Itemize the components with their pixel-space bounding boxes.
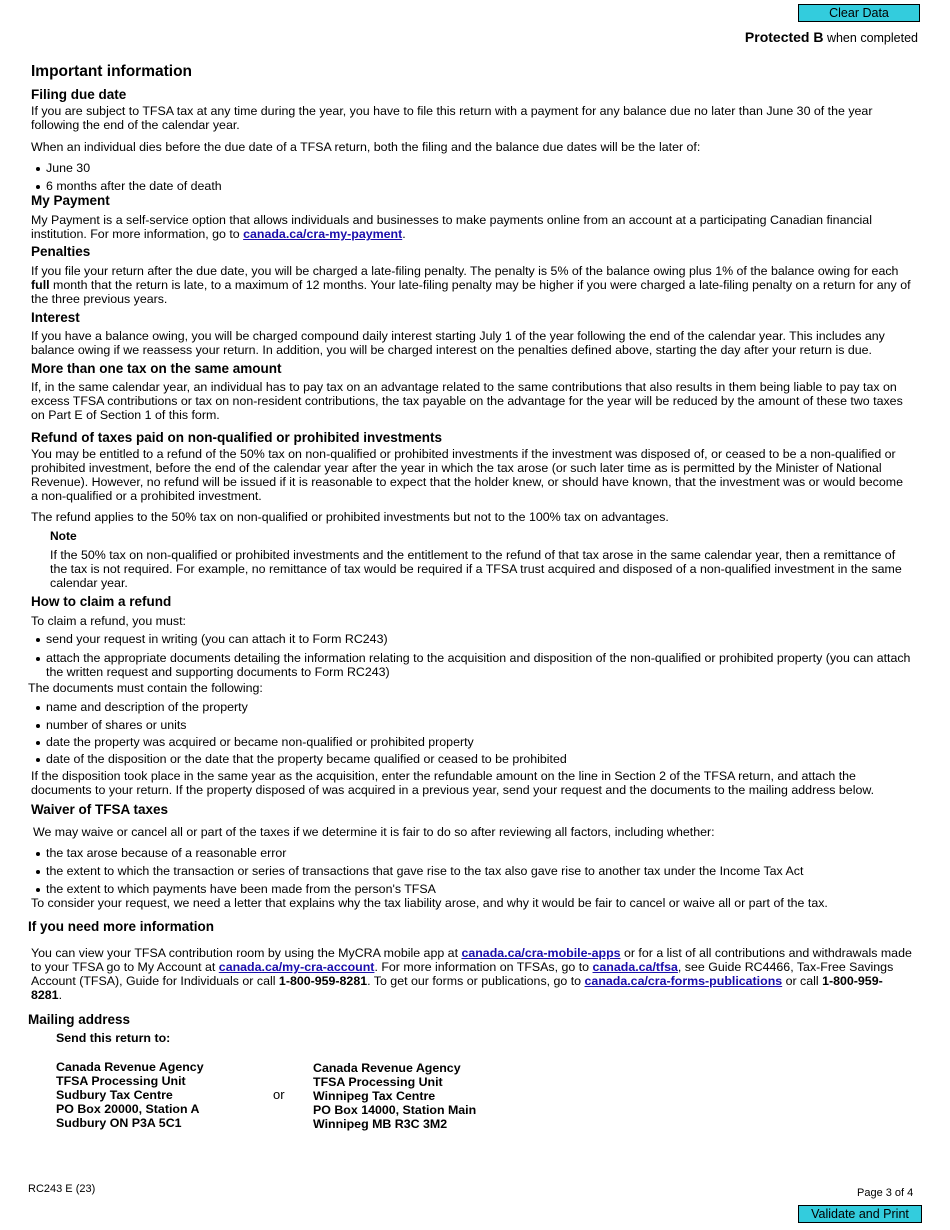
moretax-text: If, in the same calendar year, an individual has to pay tax on an advantage related to the same contributions that also results in them being liable to pay tax on excess TFSA contributions or tax on non-resident contributions, the tax payable on the advantage for the year will be reduced by the amount of these two taxes on Part E of Section 1 of this form. xyxy=(31,380,903,422)
forms-publications-link[interactable]: canada.ca/cra-forms-publications xyxy=(584,974,783,988)
mobile-apps-link[interactable]: canada.ca/cra-mobile-apps xyxy=(461,946,621,960)
payment-text: My Payment is a self-service option that allows individuals and businesses to make payments online from an account at a participating Canadian financial institution. For more information, go to canada.ca/cra-my-payment. xyxy=(31,213,872,241)
claim-intro: To claim a refund, you must: xyxy=(31,614,186,628)
list-item: name and description of the property xyxy=(31,700,911,714)
interest-text: If you have a balance owing, you will be charged compound daily interest starting July 1 of the year following the end of the calendar year. This includes any balance owing if we reassess your return. In addition, you will be charged interest on the penalties defined above, starting the day after your return is due. xyxy=(31,329,885,357)
page-title: Important information xyxy=(31,63,193,80)
moreinfo-text: You can view your TFSA contribution room by using the MyCRA mobile app at canada.ca/cra-mobile-apps or for a list of all contributions and withdrawals made to your TFSA go to My Account at canada.ca/my-cra-account. For more information on TFSAs, go to canada.ca/tfsa, see Guide RC4466, Tax-Free Savings Account (TFSA), Guide for Individuals or call 1-800-959-8281. To get our forms or publications, go to canada.ca/cra-forms-publications or call 1-800-959-8281. xyxy=(31,946,912,1002)
filing-p1: If you are subject to TFSA tax at any time during the year, you have to file this return with a payment for any balance due no later than June 30 of the year following the end of the calendar year. xyxy=(31,104,873,132)
list-item: date of the disposition or the date that the property became qualified or ceased to be prohibited xyxy=(31,752,911,766)
list-item: the extent to which payments have been made from the person's TFSA xyxy=(31,882,911,896)
send-label: Send this return to: xyxy=(56,1031,171,1045)
filing-p2: When an individual dies before the due date of a TFSA return, both the filing and the balance due dates will be the later of: xyxy=(31,140,701,154)
or-label: or xyxy=(273,1087,285,1102)
moretax-heading: More than one tax on the same amount xyxy=(31,361,282,376)
filing-heading: Filing due date xyxy=(31,87,127,102)
form-number: RC243 E (23) xyxy=(28,1183,96,1195)
list-item: date the property was acquired or became non-qualified or prohibited property xyxy=(31,735,911,749)
penalties-heading: Penalties xyxy=(31,244,91,259)
list-item: the extent to which the transaction or series of transactions that gave rise to the tax also gave rise to another tax under the Income Tax Act xyxy=(31,864,911,878)
refund-heading: Refund of taxes paid on non-qualified or prohibited investments xyxy=(31,430,443,445)
waiver-intro: We may waive or cancel all or part of the taxes if we determine it is fair to do so after reviewing all factors, including whether: xyxy=(33,825,715,839)
list-item: attach the appropriate documents detailing the information relating to the acquisition and disposition of the non-qualified or prohibited property (you can attach the written request and supporting documents to Form RC243) xyxy=(31,651,911,679)
payment-heading: My Payment xyxy=(31,193,110,208)
mailing-heading: Mailing address xyxy=(28,1012,131,1027)
note-text: If the 50% tax on non-qualified or prohibited investments and the entitlement to the refund of that tax arose in the same calendar year, then a remittance of the tax is not required. For example, no remittance of tax would be required if a TFSA trust acquired and disposed of a non-qualified investment in the same calendar year. xyxy=(50,548,902,590)
waiver-after: To consider your request, we need a letter that explains why the tax liability arose, and why it would be fair to cancel or waive all or part of the tax. xyxy=(31,896,828,910)
protected-b-label: Protected B when completed xyxy=(744,29,918,45)
penalties-text: If you file your return after the due date, you will be charged a late-filing penalty. The penalty is 5% of the balance owing plus 1% of the balance owing for each full month that the return is late, to a maximum of 12 months. Your late-filing penalty may be higher if you were charged a late-filing penalty on a return for any of the three previous years. xyxy=(31,264,911,306)
docs-intro: The documents must contain the following: xyxy=(28,681,263,695)
list-item: June 30 xyxy=(31,161,911,175)
claim-after: If the disposition took place in the same year as the acquisition, enter the refundable amount on the line in Section 2 of the TFSA return, and attach the documents to your return. If the property disposed of was acquired in a previous year, send your request and the documents to the mailing address below. xyxy=(31,769,875,797)
moreinfo-heading: If you need more information xyxy=(28,919,215,934)
list-item: the tax arose because of a reasonable error xyxy=(31,846,911,860)
claim-heading: How to claim a refund xyxy=(31,594,172,609)
my-account-link[interactable]: canada.ca/my-cra-account xyxy=(218,960,375,974)
refund-p1: You may be entitled to a refund of the 50% tax on non-qualified or prohibited investments if the investment was disposed of, or ceased to be a non-qualified or prohibited investment, before the end of the calendar year after the year in which the tax arose (or such later time as is permitted by the Minister of National Revenue). However, no refund will be issued if it is reasonable to expect that the holder knew, or should have known, that the investment was or would become a non-qualified or a prohibited investment. xyxy=(31,447,903,503)
list-item: number of shares or units xyxy=(31,718,911,732)
tfsa-link[interactable]: canada.ca/tfsa xyxy=(592,960,678,974)
waiver-heading: Waiver of TFSA taxes xyxy=(31,802,169,817)
clear-data-button[interactable]: Clear Data xyxy=(798,4,920,22)
note-title: Note xyxy=(50,529,77,543)
page-number: Page 3 of 4 xyxy=(857,1187,914,1199)
list-item: send your request in writing (you can attach it to Form RC243) xyxy=(31,632,911,646)
list-item: 6 months after the date of death xyxy=(31,179,911,193)
address-winnipeg: Canada Revenue Agency TFSA Processing Unit Winnipeg Tax Centre PO Box 14000, Station Main Winnipeg MB R3C 3M2 xyxy=(313,1061,477,1131)
validate-print-button[interactable]: Validate and Print xyxy=(798,1205,922,1223)
payment-link[interactable]: canada.ca/cra-my-payment xyxy=(243,227,403,241)
refund-p2: The refund applies to the 50% tax on non-qualified or prohibited investments but not to the 100% tax on advantages. xyxy=(31,510,669,524)
address-sudbury: Canada Revenue Agency TFSA Processing Unit Sudbury Tax Centre PO Box 20000, Station A Sudbury ON P3A 5C1 xyxy=(56,1060,204,1130)
interest-heading: Interest xyxy=(31,310,80,325)
